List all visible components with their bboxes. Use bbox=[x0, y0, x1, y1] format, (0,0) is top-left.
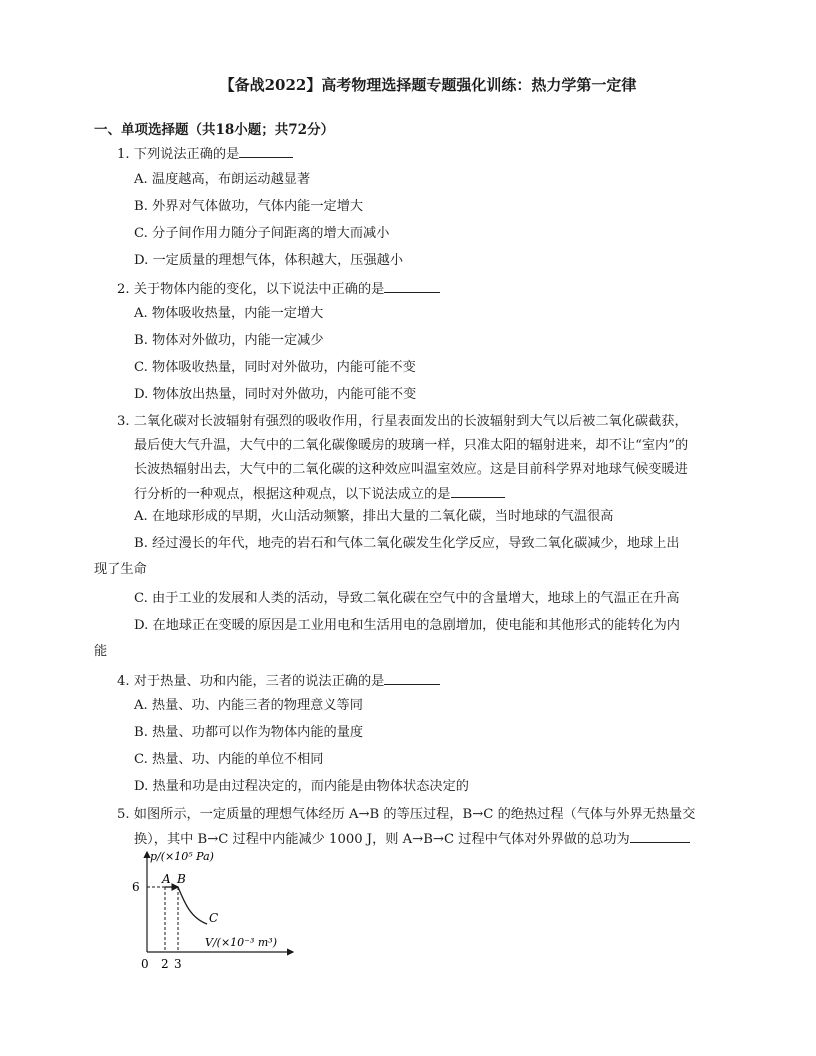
x-tick-0: 0 bbox=[141, 957, 149, 971]
y-tick-6: 6 bbox=[132, 880, 140, 894]
q1-option-c: C. 分子间作用力随分子间距离的增大而减小 bbox=[134, 226, 390, 241]
x-tick-2: 2 bbox=[161, 957, 169, 971]
process-bc bbox=[178, 887, 207, 924]
q4-option-d: D. 热量和功是由过程决定的，而内能是由物体状态决定的 bbox=[134, 779, 469, 794]
q2-option-c: C. 物体吸收热量，同时对外做功，内能可能不变 bbox=[134, 360, 416, 375]
section-heading: 一、单项选择题（共18小题；共72分） bbox=[94, 122, 335, 138]
q3-option-a: A. 在地球形成的早期，火山活动频繁，排出大量的二氧化碳，当时地球的气温很高 bbox=[134, 509, 614, 524]
question-5-stem-line2: 换），其中 B→C 过程中内能减少 1000 J，则 A→B→C 过程中气体对外界做的总功为 bbox=[134, 830, 690, 849]
question-3-stem-line2: 最后使大气升温，大气中的二氧化碳像暖房的玻璃一样，只准太阳的辐射进来，却不让“室内”的 bbox=[134, 438, 689, 453]
answer-blank bbox=[384, 280, 440, 293]
question-3-stem-line1: 3. 二氧化碳对长波辐射有强烈的吸收作用，行星表面发出的长波辐射到大气以后被二氧化碳截获， bbox=[117, 414, 688, 429]
answer-blank bbox=[384, 672, 440, 685]
question-4-stem: 4. 对于热量、功和内能，三者的说法正确的是 bbox=[117, 672, 440, 691]
q4-option-a: A. 热量、功、内能三者的物理意义等同 bbox=[134, 698, 363, 713]
q4-option-c: C. 热量、功、内能的单位不相同 bbox=[134, 752, 324, 767]
y-axis-label: p/(×10⁵ Pa) bbox=[150, 850, 214, 863]
question-3-stem-line3: 长波热辐射出去，大气中的二氧化碳的这种效应叫温室效应。这是目前科学界对地球气候变暖进 bbox=[134, 462, 688, 477]
q3-option-d-cont: 能 bbox=[94, 644, 108, 659]
q3-option-b: B. 经过漫长的年代，地壳的岩石和气体二氧化碳发生化学反应，导致二氧化碳减少，地球上出 bbox=[134, 536, 680, 551]
x-tick-3: 3 bbox=[174, 957, 182, 971]
point-c-label: C bbox=[209, 911, 219, 925]
point-b-label: B bbox=[177, 872, 186, 886]
q3-option-b-cont: 现了生命 bbox=[94, 562, 147, 577]
q2-option-d: D. 物体放出热量，同时对外做功，内能可能不变 bbox=[134, 387, 417, 402]
point-a-label: A bbox=[162, 872, 171, 886]
question-2-stem: 2. 关于物体内能的变化，以下说法中正确的是 bbox=[117, 280, 440, 299]
page-title: 【备战2022】高考物理选择题专题强化训练：热力学第一定律 bbox=[219, 76, 637, 94]
answer-blank bbox=[451, 485, 505, 498]
pv-diagram bbox=[127, 846, 297, 974]
q1-option-d: D. 一定质量的理想气体，体积越大，压强越小 bbox=[134, 253, 404, 268]
answer-blank bbox=[239, 145, 293, 158]
q2-option-a: A. 物体吸收热量，内能一定增大 bbox=[134, 306, 324, 321]
question-1-stem: 1. 下列说法正确的是 bbox=[117, 145, 293, 164]
q2-option-b: B. 物体对外做功，内能一定减少 bbox=[134, 333, 324, 348]
q3-option-d: D. 在地球正在变暖的原因是工业用电和生活用电的急剧增加，使电能和其他形式的能转化为内 bbox=[134, 618, 680, 633]
q1-option-a: A. 温度越高，布朗运动越显著 bbox=[134, 172, 311, 187]
q1-option-b: B. 外界对气体做功，气体内能一定增大 bbox=[134, 199, 364, 214]
answer-blank bbox=[630, 830, 690, 843]
x-axis-label: V/(×10⁻³ m³) bbox=[205, 936, 277, 949]
question-3-stem-line4: 行分析的一种观点，根据这种观点，以下说法成立的是 bbox=[134, 485, 505, 504]
question-5-stem-line1: 5. 如图所示，一定质量的理想气体经历 A→B 的等压过程，B→C 的绝热过程（气体与外界无热量交 bbox=[117, 807, 696, 822]
q3-option-c: C. 由于工业的发展和人类的活动，导致二氧化碳在空气中的含量增大，地球上的气温正在升高 bbox=[134, 591, 680, 606]
q4-option-b: B. 热量、功都可以作为物体内能的量度 bbox=[134, 725, 364, 740]
